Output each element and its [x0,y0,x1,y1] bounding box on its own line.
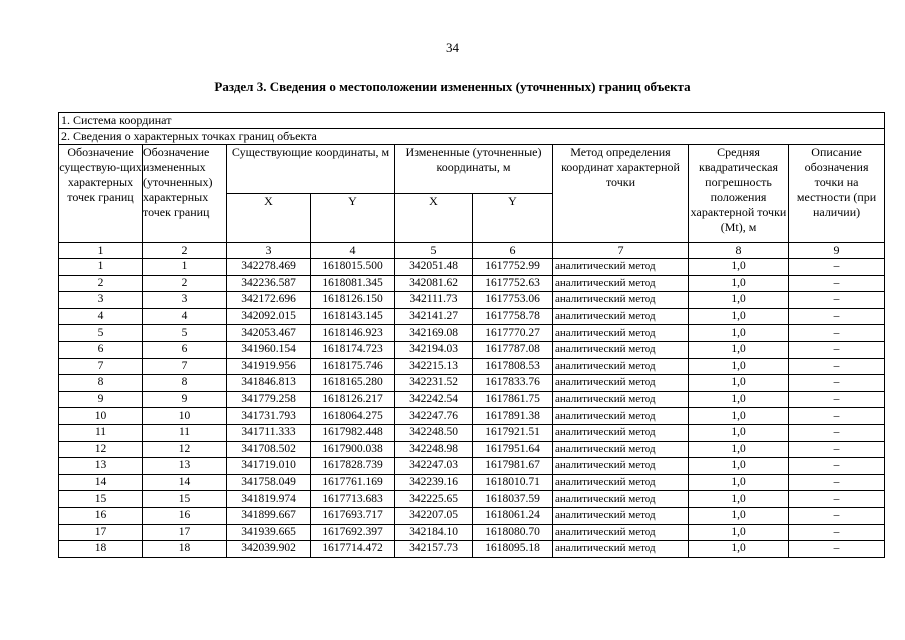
cell-existing-point: 11 [59,424,143,441]
cell-changed-x: 342111.73 [395,292,473,309]
cell-existing-y: 1618081.345 [311,275,395,292]
cell-existing-y: 1618165.280 [311,375,395,392]
cell-changed-y: 1617951.64 [473,441,553,458]
cell-existing-point: 13 [59,458,143,475]
column-number: 4 [311,243,395,259]
cell-existing-y: 1618146.923 [311,325,395,342]
table-row [59,259,885,276]
cell-changed-point: 17 [143,524,227,541]
cell-existing-x: 341711.333 [227,424,311,441]
cell-existing-x: 341719.010 [227,458,311,475]
cell-changed-x: 342184.10 [395,524,473,541]
table-row [59,441,885,458]
cell-existing-y: 1617693.717 [311,507,395,524]
cell-changed-point: 15 [143,491,227,508]
cell-error: 1,0 [689,474,789,491]
cell-changed-x: 342247.03 [395,458,473,475]
cell-changed-y: 1618080.70 [473,524,553,541]
cell-existing-x: 342278.469 [227,259,311,276]
table-row [59,391,885,408]
cell-existing-x: 341899.667 [227,507,311,524]
cell-existing-point: 18 [59,541,143,558]
cell-changed-x: 342248.98 [395,441,473,458]
cell-existing-y: 1617713.683 [311,491,395,508]
header-description: Описание обозначения точки на местности (при наличии) [789,145,885,243]
cell-method: аналитический метод [553,458,689,475]
cell-existing-x: 342236.587 [227,275,311,292]
cell-changed-y: 1617891.38 [473,408,553,425]
cell-changed-point: 13 [143,458,227,475]
cell-existing-x: 341708.502 [227,441,311,458]
points-info-label: 2. Сведения о характерных точках границ объекта [59,129,885,145]
column-number: 8 [689,243,789,259]
cell-method: аналитический метод [553,441,689,458]
cell-error: 1,0 [689,308,789,325]
cell-error: 1,0 [689,408,789,425]
cell-error: 1,0 [689,424,789,441]
cell-changed-y: 1617833.76 [473,375,553,392]
cell-existing-y: 1617692.397 [311,524,395,541]
table-row [59,292,885,309]
cell-description: – [789,325,885,342]
cell-changed-point: 5 [143,325,227,342]
cell-existing-x: 341779.258 [227,391,311,408]
cell-changed-y: 1617787.08 [473,341,553,358]
cell-changed-y: 1618037.59 [473,491,553,508]
cell-changed-y: 1617752.63 [473,275,553,292]
cell-existing-y: 1617714.472 [311,541,395,558]
column-number-row [59,243,885,259]
header-existing-coords: Существующие координаты, м [227,145,395,194]
cell-method: аналитический метод [553,308,689,325]
cell-method: аналитический метод [553,358,689,375]
cell-existing-y: 1618126.217 [311,391,395,408]
column-number: 6 [473,243,553,259]
cell-changed-point: 18 [143,541,227,558]
cell-existing-y: 1618015.500 [311,259,395,276]
cell-existing-y: 1618174.723 [311,341,395,358]
header-changed-points: Обозначение измененных (уточненных) характерных точек границ [143,145,227,243]
cell-changed-point: 3 [143,292,227,309]
cell-error: 1,0 [689,441,789,458]
cell-error: 1,0 [689,259,789,276]
cell-error: 1,0 [689,491,789,508]
cell-changed-point: 4 [143,308,227,325]
cell-method: аналитический метод [553,341,689,358]
cell-description: – [789,358,885,375]
cell-existing-x: 341758.049 [227,474,311,491]
cell-changed-y: 1617758.78 [473,308,553,325]
cell-description: – [789,259,885,276]
section-title: Раздел 3. Сведения о местоположении измененных (уточненных) границ объекта [214,79,691,94]
cell-description: – [789,391,885,408]
cell-changed-y: 1617861.75 [473,391,553,408]
cell-method: аналитический метод [553,292,689,309]
cell-existing-y: 1617761.169 [311,474,395,491]
cell-description: – [789,541,885,558]
cell-method: аналитический метод [553,474,689,491]
cell-existing-point: 7 [59,358,143,375]
table-row [59,541,885,558]
cell-changed-point: 10 [143,408,227,425]
cell-existing-x: 341819.974 [227,491,311,508]
table-row [59,375,885,392]
table-row [59,275,885,292]
cell-existing-point: 6 [59,341,143,358]
cell-existing-point: 3 [59,292,143,309]
table-row [59,325,885,342]
table-row [59,424,885,441]
cell-error: 1,0 [689,341,789,358]
column-number: 2 [143,243,227,259]
cell-description: – [789,341,885,358]
cell-existing-y: 1617900.038 [311,441,395,458]
cell-existing-point: 14 [59,474,143,491]
cell-description: – [789,424,885,441]
table-row [59,408,885,425]
cell-description: – [789,408,885,425]
cell-error: 1,0 [689,375,789,392]
cell-description: – [789,524,885,541]
column-number: 7 [553,243,689,259]
cell-changed-point: 11 [143,424,227,441]
cell-existing-y: 1617982.448 [311,424,395,441]
table-row [59,341,885,358]
cell-method: аналитический метод [553,541,689,558]
cell-existing-y: 1618126.150 [311,292,395,309]
cell-error: 1,0 [689,292,789,309]
cell-changed-y: 1618010.71 [473,474,553,491]
table-row [59,458,885,475]
cell-changed-x: 342169.08 [395,325,473,342]
cell-error: 1,0 [689,524,789,541]
cell-changed-y: 1617981.67 [473,458,553,475]
cell-changed-point: 1 [143,259,227,276]
table-row [59,507,885,524]
cell-changed-point: 2 [143,275,227,292]
cell-description: – [789,441,885,458]
cell-changed-y: 1618095.18 [473,541,553,558]
cell-description: – [789,292,885,309]
header-changed-coords: Измененные (уточненные) координаты, м [395,145,553,194]
cell-changed-point: 12 [143,441,227,458]
column-number: 9 [789,243,885,259]
points-info-row [59,129,885,145]
cell-method: аналитический метод [553,424,689,441]
cell-method: аналитический метод [553,375,689,392]
cell-changed-y: 1617752.99 [473,259,553,276]
cell-existing-y: 1618143.145 [311,308,395,325]
header-existing-y: Y [311,194,395,243]
cell-changed-point: 7 [143,358,227,375]
cell-method: аналитический метод [553,325,689,342]
data-rows [59,259,885,558]
coord-system-row [59,113,885,129]
cell-existing-point: 8 [59,375,143,392]
cell-changed-x: 342239.16 [395,474,473,491]
cell-existing-point: 4 [59,308,143,325]
cell-existing-x: 341919.956 [227,358,311,375]
cell-method: аналитический метод [553,491,689,508]
page-number: 34 [446,40,459,55]
cell-changed-x: 342207.05 [395,507,473,524]
cell-description: – [789,375,885,392]
cell-changed-x: 342242.54 [395,391,473,408]
cell-method: аналитический метод [553,259,689,276]
cell-existing-point: 15 [59,491,143,508]
boundary-points-table [58,112,885,558]
cell-description: – [789,474,885,491]
cell-existing-point: 17 [59,524,143,541]
table-row [59,491,885,508]
cell-error: 1,0 [689,391,789,408]
header-changed-y: Y [473,194,553,243]
cell-existing-point: 5 [59,325,143,342]
cell-changed-x: 342215.13 [395,358,473,375]
cell-changed-x: 342231.52 [395,375,473,392]
cell-method: аналитический метод [553,507,689,524]
cell-error: 1,0 [689,458,789,475]
cell-existing-point: 12 [59,441,143,458]
cell-changed-x: 342141.27 [395,308,473,325]
cell-description: – [789,491,885,508]
cell-changed-x: 342194.03 [395,341,473,358]
cell-description: – [789,507,885,524]
cell-existing-x: 341960.154 [227,341,311,358]
cell-changed-x: 342225.65 [395,491,473,508]
column-number: 3 [227,243,311,259]
cell-changed-point: 9 [143,391,227,408]
cell-method: аналитический метод [553,275,689,292]
cell-existing-point: 16 [59,507,143,524]
cell-changed-y: 1617753.06 [473,292,553,309]
cell-existing-y: 1618064.275 [311,408,395,425]
cell-existing-x: 342053.467 [227,325,311,342]
cell-changed-y: 1618061.24 [473,507,553,524]
cell-existing-point: 10 [59,408,143,425]
cell-existing-y: 1617828.739 [311,458,395,475]
cell-changed-x: 342051.48 [395,259,473,276]
cell-changed-x: 342247.76 [395,408,473,425]
cell-method: аналитический метод [553,524,689,541]
cell-error: 1,0 [689,358,789,375]
cell-changed-y: 1617808.53 [473,358,553,375]
header-row [59,145,885,194]
cell-changed-y: 1617921.51 [473,424,553,441]
header-method: Метод определения координат характерной точки [553,145,689,243]
cell-error: 1,0 [689,275,789,292]
cell-existing-point: 1 [59,259,143,276]
cell-changed-point: 14 [143,474,227,491]
cell-existing-x: 341939.665 [227,524,311,541]
header-existing-x: X [227,194,311,243]
cell-error: 1,0 [689,325,789,342]
cell-existing-point: 9 [59,391,143,408]
cell-existing-x: 341731.793 [227,408,311,425]
column-number: 5 [395,243,473,259]
cell-description: – [789,458,885,475]
cell-error: 1,0 [689,507,789,524]
cell-changed-point: 6 [143,341,227,358]
cell-existing-point: 2 [59,275,143,292]
cell-existing-x: 342039.902 [227,541,311,558]
cell-existing-y: 1618175.746 [311,358,395,375]
cell-existing-x: 342092.015 [227,308,311,325]
cell-changed-point: 8 [143,375,227,392]
cell-error: 1,0 [689,541,789,558]
table-row [59,524,885,541]
table-row [59,358,885,375]
cell-changed-x: 342081.62 [395,275,473,292]
cell-changed-x: 342157.73 [395,541,473,558]
cell-method: аналитический метод [553,391,689,408]
cell-method: аналитический метод [553,408,689,425]
header-error: Средняя квадратическая погрешность положения характерной точки (Mt), м [689,145,789,243]
cell-existing-x: 342172.696 [227,292,311,309]
cell-changed-y: 1617770.27 [473,325,553,342]
table-row [59,308,885,325]
header-changed-x: X [395,194,473,243]
cell-description: – [789,275,885,292]
header-existing-points: Обозначение существую-щих характерных точек границ [59,145,143,243]
coord-system-label: 1. Система координат [59,113,885,129]
cell-changed-x: 342248.50 [395,424,473,441]
cell-existing-x: 341846.813 [227,375,311,392]
cell-description: – [789,308,885,325]
cell-changed-point: 16 [143,507,227,524]
table-row [59,474,885,491]
column-number: 1 [59,243,143,259]
